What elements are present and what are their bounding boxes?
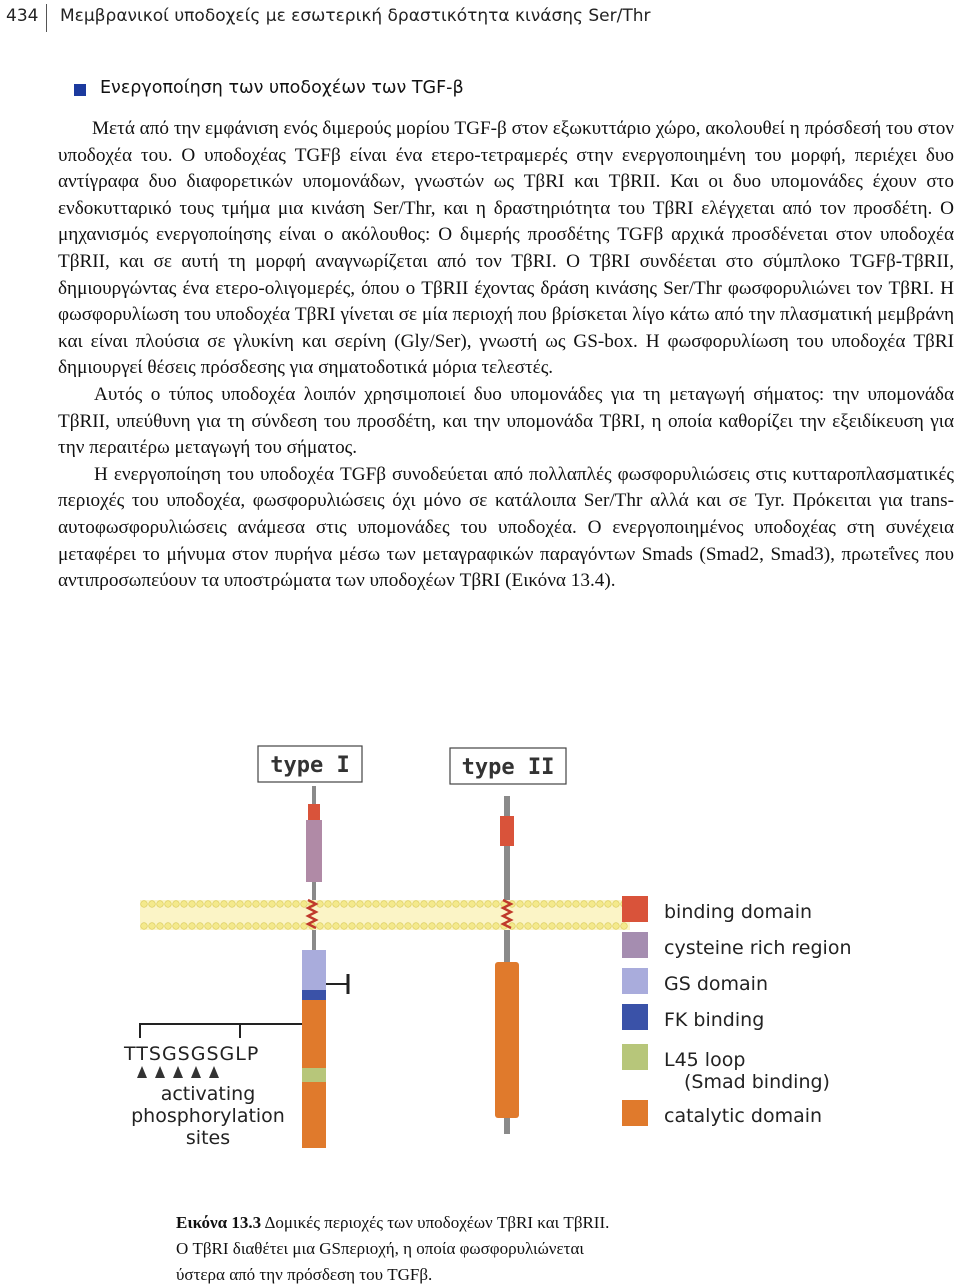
lipid-head xyxy=(349,923,356,930)
lipid-head xyxy=(389,923,396,930)
lipid-head xyxy=(485,901,492,908)
type2-stalk xyxy=(504,846,510,900)
lipid-head xyxy=(397,901,404,908)
gs-sequence: TTSGSGSGLP xyxy=(124,1043,260,1065)
lipid-head xyxy=(517,901,524,908)
page-number: 434 xyxy=(6,6,39,26)
legend-swatch-cysteine-rich-region xyxy=(622,932,648,958)
type2-catalytic-domain xyxy=(495,962,519,1118)
lipid-head xyxy=(373,901,380,908)
caption-line-3: ύστερα από την πρόσδεση του TGFβ. xyxy=(176,1265,433,1284)
lipid-head xyxy=(557,923,564,930)
paragraph-3: Η ενεργοποίηση του υποδοχέα TGFβ συνοδεύεται από πολλαπλές φωσφορυλιώσεις στις κυτταροπλασματικές περιοχές του υποδοχέα, φωσφορυλιώσεις όχι μόνο σε κατάλοιπα Ser/Thr αλλά και σε Tyr. Πρόκειται για trans-αυτοφωσφορυλιώσεις ανάμεσα στις υπομονάδες του υποδοχέα. Ο ενεργοποιημένος υποδοχέας στη συνέχεια μεταφέρει το μήνυμα στον πυρήνα μέσω των μεταγραφικών παραγόντων Smads (Smad2, Smad3), πρωτεΐνες που αντιπροσωπεύουν τα υποστρώματα των υποδοχέων TβRI (Εικόνα 13.4). xyxy=(58,463,954,592)
lipid-head xyxy=(229,923,236,930)
lipid-head xyxy=(413,901,420,908)
header-divider xyxy=(46,4,47,32)
lipid-head xyxy=(437,901,444,908)
lipid-head xyxy=(549,923,556,930)
lipid-head xyxy=(589,923,596,930)
site-arrow-icon xyxy=(209,1066,219,1078)
type1-catalytic-domain-lower xyxy=(302,1082,326,1148)
type1-binding-domain xyxy=(308,804,320,820)
lipid-head xyxy=(221,901,228,908)
lipid-head xyxy=(605,923,612,930)
lipid-head xyxy=(373,923,380,930)
lipid-head xyxy=(157,901,164,908)
lipid-head xyxy=(405,901,412,908)
lipid-head xyxy=(213,923,220,930)
lipid-head xyxy=(205,901,212,908)
type1-l45-loop xyxy=(302,1068,326,1082)
lipid-head xyxy=(253,901,260,908)
lipid-head xyxy=(365,923,372,930)
type1-label: type I xyxy=(270,753,350,778)
lipid-head xyxy=(285,901,292,908)
lipid-head xyxy=(157,923,164,930)
lipid-head xyxy=(397,923,404,930)
lipid-head xyxy=(533,901,540,908)
lipid-head xyxy=(621,923,628,930)
type1-fk-binding xyxy=(302,990,326,1000)
lipid-head xyxy=(469,901,476,908)
lipid-head xyxy=(181,901,188,908)
site-arrow-icon xyxy=(191,1066,201,1078)
domain-legend xyxy=(622,896,852,1127)
lipid-head xyxy=(389,901,396,908)
lipid-head xyxy=(181,923,188,930)
legend-swatch-fk-binding xyxy=(622,1004,648,1030)
type1-gs-domain xyxy=(302,950,326,990)
lipid-head xyxy=(597,901,604,908)
lipid-head xyxy=(237,923,244,930)
lipid-head xyxy=(421,923,428,930)
caption-line-1 xyxy=(176,1210,876,1236)
caption-line-2: Ο TβRI διαθέτει μια GSπεριοχή, η οποία φωσφορυλιώνεται xyxy=(176,1239,584,1258)
legend-swatch-binding-domain xyxy=(622,896,648,922)
lipid-head xyxy=(469,923,476,930)
caption-label: Εικόνα 13.3 xyxy=(176,1213,262,1232)
lipid-head xyxy=(413,923,420,930)
lipid-head xyxy=(293,901,300,908)
type1-catalytic-domain xyxy=(302,1000,326,1068)
sites-label-line-3: sites xyxy=(185,1127,231,1149)
lipid-head xyxy=(253,923,260,930)
lipid-head xyxy=(541,901,548,908)
lipid-head xyxy=(453,923,460,930)
lipid-head xyxy=(165,901,172,908)
lipid-head xyxy=(285,923,292,930)
lipid-head xyxy=(229,901,236,908)
plasma-membrane xyxy=(140,900,630,930)
type2-juxta-shaft xyxy=(504,930,510,962)
lipid-head xyxy=(213,901,220,908)
gs-pointer-line xyxy=(140,1024,302,1038)
lipid-head xyxy=(173,923,180,930)
lipid-head xyxy=(493,923,500,930)
receptor-figure xyxy=(80,738,920,1158)
lipid-head xyxy=(341,901,348,908)
lipid-head xyxy=(525,923,532,930)
lipid-head xyxy=(261,901,268,908)
lipid-head xyxy=(325,923,332,930)
lipid-head xyxy=(173,901,180,908)
lipid-head xyxy=(141,901,148,908)
body-text xyxy=(58,116,954,595)
lipid-head xyxy=(405,923,412,930)
type1-cysteine-region xyxy=(306,820,322,882)
site-arrows xyxy=(137,1066,219,1078)
lipid-head xyxy=(325,901,332,908)
lipid-head xyxy=(573,901,580,908)
lipid-head xyxy=(293,923,300,930)
lipid-head xyxy=(565,923,572,930)
lipid-head xyxy=(565,901,572,908)
lipid-head xyxy=(237,901,244,908)
lipid-head xyxy=(517,923,524,930)
site-arrow-icon xyxy=(173,1066,183,1078)
paragraph-2: Αυτός ο τύπος υποδοχέα λοιπόν χρησιμοποιεί δυο υπομονάδες για τη μεταγωγή σήματος: την υπομονάδα TβRII, υπεύθυνη για τη σύνδεση του προσδέτη, και την υπομονάδα TβRI, η οποία καθορίζει την εξειδίκευση για την περαιτέρω μεταγωγή του σήματος. xyxy=(58,383,954,459)
lipid-head xyxy=(589,901,596,908)
sites-label-line-2: phosphorylation xyxy=(131,1105,285,1127)
lipid-head xyxy=(301,901,308,908)
lipid-head xyxy=(493,901,500,908)
legend-swatch-gs-domain xyxy=(622,968,648,994)
lipid-head xyxy=(197,923,204,930)
lipid-head xyxy=(429,923,436,930)
lipid-head xyxy=(485,923,492,930)
lipid-head xyxy=(269,923,276,930)
receptor-diagram xyxy=(80,738,920,1158)
type2-tail xyxy=(504,1118,510,1134)
lipid-head xyxy=(149,901,156,908)
page-header xyxy=(0,0,960,34)
lipid-head xyxy=(277,901,284,908)
lipid-head xyxy=(605,901,612,908)
lipid-head xyxy=(341,923,348,930)
type2-binding-domain xyxy=(500,816,514,846)
lipid-head xyxy=(261,923,268,930)
lipid-head xyxy=(429,901,436,908)
lipid-head xyxy=(421,901,428,908)
lipid-head xyxy=(477,901,484,908)
lipid-head xyxy=(445,923,452,930)
legend-label-smad-binding: (Smad binding) xyxy=(684,1071,830,1093)
legend-label-catalytic-domain: catalytic domain xyxy=(664,1105,823,1127)
paragraph-1: Μετά από την εμφάνιση ενός διμερούς μορίου TGF-β στον εξωκυττάριο χώρο, ακολουθεί η πρόσδεσή του στον υποδοχέα του. Ο υποδοχέας TGFβ είναι ένα ετερο-τετραμερές στην ενεργοποιημένη του μορφή, περιέχει δυο αντίγραφα δυο διαφορετικών υπομονάδων, γνωστών ως TβRI και TβRII. Και οι δυο υπομονάδες έχουν στο ενδοκυτταρικό τους τμήμα μια κινάση Ser/Thr, και η δραστηριότητα του TβRI ελέγχεται από τον προσδέτη. Ο μηχανισμός ενεργοποίησης είναι ο ακόλουθος: Ο διμερής προσδέτης TGFβ αρχικά προσδένεται στον υποδοχέα TβRII, και σε αυτή τη μορφή αναγνωρίζεται από τον TβRI. Ο TβRI συνδέεται στο σύμπλοκο TGFβ-TβRII, δημιουργώντας ένα ετερο-ολιγομερές, όπου ο TβRII έχοντας δράση κινάσης Ser/Thr φωσφορυλιώνει τον TβRI. Η φωσφορυλίωση του υποδοχέα TβRI γίνεται σε μία περιοχή που βρίσκεται λίγο κάτω από την πλασματική μεμβράνη και είναι πλούσια σε γλυκίνη και σερίνη (Gly/Ser), γνωστή ως GS-box. Η φωσφορυλίωση του υποδοχέα TβRI δημιουργεί θέσεις πρόσδεσης για σηματοδοτικά μόρια τελεστές. xyxy=(58,118,954,379)
lipid-head xyxy=(573,923,580,930)
figure-caption xyxy=(176,1210,876,1288)
lipid-head xyxy=(541,923,548,930)
sites-label-line-1: activating xyxy=(160,1083,256,1105)
type2-top-shaft xyxy=(504,796,510,816)
lipid-head xyxy=(165,923,172,930)
type2-label: type II xyxy=(461,755,555,780)
lipid-head xyxy=(381,923,388,930)
type2-receptor xyxy=(495,796,519,1134)
legend-swatch-l45-loop xyxy=(622,1044,648,1070)
site-arrow-icon xyxy=(155,1066,165,1078)
legend-label-cysteine-rich-region: cysteine rich region xyxy=(664,937,852,959)
lipid-head xyxy=(149,923,156,930)
lipid-head xyxy=(581,923,588,930)
lipid-head xyxy=(557,901,564,908)
lipid-head xyxy=(581,901,588,908)
lipid-head xyxy=(461,923,468,930)
lipid-head xyxy=(269,901,276,908)
lipid-head xyxy=(437,923,444,930)
lipid-head xyxy=(445,901,452,908)
lipid-head xyxy=(205,923,212,930)
lipid-head xyxy=(453,901,460,908)
type1-stalk xyxy=(312,882,316,900)
legend-label-binding-domain: binding domain xyxy=(664,901,813,923)
legend-swatch-catalytic-domain xyxy=(622,1100,648,1126)
lipid-head xyxy=(533,923,540,930)
section-heading xyxy=(100,78,464,98)
lipid-head xyxy=(613,901,620,908)
square-bullet-icon xyxy=(74,84,86,96)
site-arrow-icon xyxy=(137,1066,147,1078)
lipid-head xyxy=(197,901,204,908)
lipid-head xyxy=(349,901,356,908)
caption-line-1-text: Δομικές περιοχές των υποδοχέων TβRI και TβRII. xyxy=(264,1213,610,1232)
lipid-head xyxy=(461,901,468,908)
legend-label-gs-domain: GS domain xyxy=(664,973,768,995)
lipid-head xyxy=(221,923,228,930)
lipid-head xyxy=(549,901,556,908)
lipid-head xyxy=(597,923,604,930)
lipid-head xyxy=(189,901,196,908)
lipid-head xyxy=(357,923,364,930)
lipid-head xyxy=(141,923,148,930)
lipid-head xyxy=(357,901,364,908)
type1-juxta-shaft xyxy=(312,930,316,950)
lipid-head xyxy=(317,923,324,930)
lipid-head xyxy=(189,923,196,930)
lipid-head xyxy=(277,923,284,930)
legend-label-l45-loop: L45 loop xyxy=(664,1049,746,1071)
lipid-head xyxy=(525,901,532,908)
section-heading-text: Ενεργοποίηση των υποδοχέων των TGF-β xyxy=(100,78,464,98)
running-title: Μεμβρανικοί υποδοχείς με εσωτερική δραστικότητα κινάσης Ser/Thr xyxy=(60,6,651,26)
legend-label-fk-binding: FK binding xyxy=(664,1009,765,1031)
lipid-head xyxy=(365,901,372,908)
lipid-head xyxy=(333,923,340,930)
lipid-head xyxy=(613,923,620,930)
type1-top-shaft xyxy=(312,786,316,804)
lipid-head xyxy=(381,901,388,908)
lipid-head xyxy=(333,901,340,908)
lipid-head xyxy=(477,923,484,930)
lipid-head xyxy=(245,901,252,908)
lipid-head xyxy=(245,923,252,930)
